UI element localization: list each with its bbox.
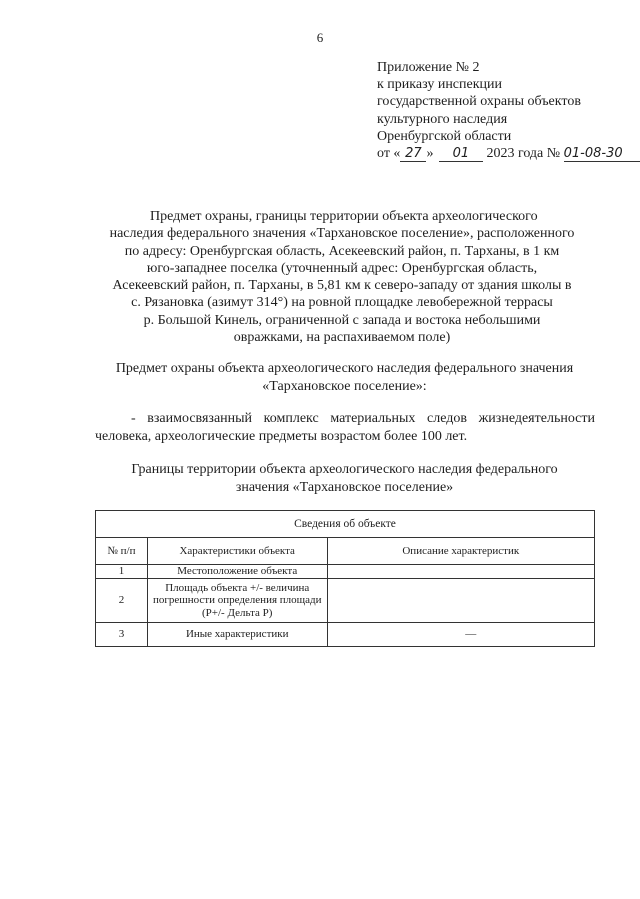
table-row [96,579,595,623]
appendix-block [377,59,640,162]
appendix-line: государственной охраны объектов [377,94,581,110]
row-description [327,565,594,579]
column-header-description: Описание характеристик [327,538,594,565]
row-characteristic: Площадь объекта +/- величина погрешности определения площади (P+/- Дельта P) [147,579,327,623]
row-number: 2 [96,579,148,623]
title-line: наследия федерального значения «Тархановское поселение», расположенного [109,226,575,242]
heading-line: значения «Тархановское поселение» [235,479,454,495]
appendix-line: культурного наследия [377,111,508,127]
handwritten-month: 01 [439,147,483,162]
title-line: по адресу: Оренбургская область, Асекеевский район, п. Тарханы, в 1 км [124,243,560,259]
title-line: Асекеевский район, п. Тарханы, в 5,81 км к северо-западу от здания школы в [112,278,572,294]
table-row [96,623,595,647]
heading-line: «Тархановское поселение»: [262,378,427,394]
dash-mark: — [465,628,477,641]
protection-heading [92,360,597,395]
boundaries-heading [92,461,597,496]
row-number: 1 [96,565,148,579]
page-number: 6 [316,30,324,45]
column-header-characteristic: Характеристики объекта [147,538,327,565]
table-caption: Сведения об объекте [96,511,595,538]
table-row [96,565,595,579]
row-description [327,623,594,647]
appendix-line: Приложение № 2 [377,60,480,75]
order-date-line [377,145,640,162]
date-year-text: 2023 года № [486,146,561,162]
handwritten-day: 27 [400,147,426,162]
date-separator: » [426,146,434,162]
title-line: р. Большой Кинель, ограниченной с запада и востока небольшими [143,312,541,328]
date-prefix: от « [377,146,401,162]
title-line: Предмет охраны, границы территории объекта археологического [150,209,538,224]
appendix-line: к приказу инспекции [377,77,503,93]
row-characteristic: Иные характеристики [147,623,327,647]
heading-line: Предмет охраны объекта археологического наследия федерального значения [115,361,574,376]
object-info-table [95,510,595,647]
title-line: с. Рязановка (азимут 314°) на ровной площадке левобережной террасы [131,295,553,311]
heading-line: Границы территории объекта археологического наследия федерального [131,462,558,477]
appendix-line: Оренбургской области [377,128,512,144]
title-line: юго-западнее поселка (уточненный адрес: Оренбургская область, [146,260,538,276]
row-description [327,579,594,623]
column-header-number: № п/п [96,538,148,565]
row-number: 3 [96,623,148,647]
title-line: овражками, на распахиваемом поле) [233,330,451,346]
handwritten-order-number: 01-08-30 [564,147,640,162]
protection-text: - взаимосвязанный комплекс материальных следов жизнедеятельности человека, археологические предметы возрастом более 100 лет. [95,411,595,444]
row-characteristic: Местоположение объекта [147,565,327,579]
subject-title [92,208,592,346]
